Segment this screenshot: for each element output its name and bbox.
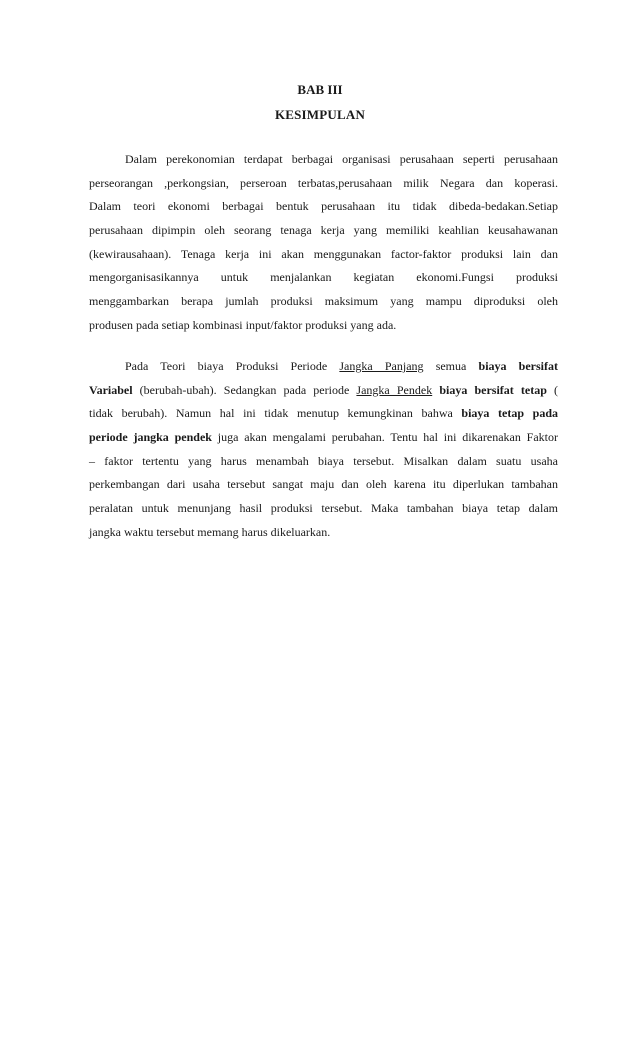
paragraph-line: peralatan untuk menunjang hasil produksi tersebut. Maka tambahan biaya tetap dalam [89, 501, 558, 516]
paragraph-line [89, 379, 558, 403]
bold-term: periode jangka pendek [89, 430, 212, 445]
paragraph-line: (kewirausahaan). Tenaga kerja ini akan menggunakan factor-faktor produksi lain dan [89, 246, 558, 261]
paragraph-line: Dalam teori ekonomi berbagai bentuk perusahaan itu tidak dibeda-bedakan.Setiap [89, 199, 558, 214]
paragraph-line: perkembangan dari usaha tersebut sangat maju dan oleh karena itu diperlukan tambahan [89, 477, 558, 492]
bold-term: biaya tetap pada [461, 406, 558, 421]
paragraph-line [89, 426, 558, 450]
paragraph-line [89, 355, 558, 379]
text-run: tidak berubah). Namun hal ini tidak menutup kemungkinan bahwa [89, 406, 462, 421]
paragraph-1 [89, 148, 558, 338]
underlined-term: Jangka Pendek [356, 382, 433, 397]
text-run: (berubah-ubah). Sedangkan pada periode [132, 382, 357, 397]
paragraph-line: perusahaan dipimpin oleh seorang tenaga kerja yang memiliki keahlian keusahawanan [89, 223, 558, 238]
paragraph-line: – faktor tertentu yang harus menambah biaya tersebut. Misalkan dalam suatu usaha [89, 453, 558, 468]
bold-term: biaya bersifat tetap [439, 382, 547, 397]
paragraph-line: menggambarkan berapa jumlah produksi maksimum yang mampu diproduksi oleh [89, 294, 558, 309]
bold-term: Variabel [89, 382, 133, 397]
paragraph-line: produsen pada setiap kombinasi input/faktor produksi yang ada. [89, 317, 397, 332]
paragraph-line: jangka waktu tersebut memang harus dikeluarkan. [89, 524, 331, 539]
text-run: Pada Teori biaya Produksi Periode [125, 359, 340, 373]
chapter-number: BAB III [297, 82, 343, 97]
underlined-term: Jangka Panjang [339, 359, 424, 373]
text-run: semua [423, 359, 479, 373]
text-run: ( [546, 382, 559, 397]
paragraph-2 [89, 355, 558, 545]
paragraph-line: perseorangan ,perkongsian, perseroan terbatas,perusahaan milik Negara dan koperasi. [89, 175, 558, 190]
paragraph-line [89, 402, 558, 426]
text-run: juga akan mengalami perubahan. Tentu hal ini dikarenakan Faktor [211, 430, 558, 445]
chapter-title: KESIMPULAN [274, 107, 366, 122]
paragraph-line: Dalam perekonomian terdapat berbagai organisasi perusahaan seperti perusahaan [125, 152, 558, 166]
bold-term: biaya bersifat [478, 359, 559, 373]
paragraph-line: mengorganisasikannya untuk menjalankan kegiatan ekonomi.Fungsi produksi [89, 270, 558, 285]
